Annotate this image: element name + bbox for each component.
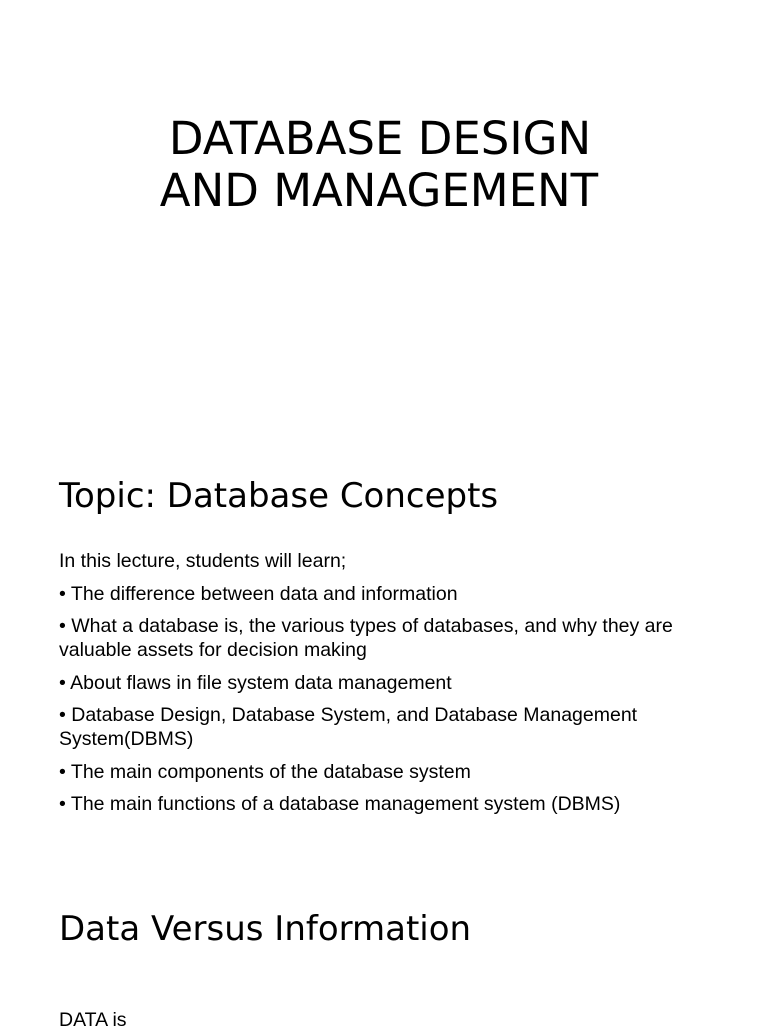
list-item-text: The difference between data and information: [70, 582, 458, 605]
list-item-text: The main components of the database system: [70, 760, 471, 783]
bullet-icon: •: [59, 760, 66, 783]
title-line-2: AND MANAGEMENT: [159, 164, 599, 217]
lecture-objectives-list: [59, 549, 719, 825]
list-item: [59, 760, 719, 784]
list-item-text: Database Design, Database System, and Database Management System(DBMS): [59, 704, 638, 750]
bullet-icon: •: [59, 582, 66, 605]
topic-heading: Topic: Database Concepts: [59, 476, 499, 516]
list-item: [59, 582, 719, 606]
list-item: [59, 703, 719, 751]
list-item: [59, 792, 719, 816]
list-item: [59, 671, 719, 695]
list-item-text: What a database is, the various types of databases, and why they are valuable assets for decision making: [59, 615, 673, 661]
data-definition-start: DATA is: [59, 1009, 127, 1031]
lecture-intro: In this lecture, students will learn;: [59, 550, 347, 572]
bullet-icon: •: [59, 671, 66, 694]
bullet-icon: •: [59, 615, 66, 637]
list-item-text: The main functions of a database management system (DBMS): [70, 793, 621, 815]
list-item-text: About flaws in file system data management: [70, 671, 452, 694]
title-line-1: DATABASE DESIGN: [168, 112, 592, 165]
bullet-icon: •: [59, 704, 66, 726]
bullet-icon: •: [59, 793, 66, 815]
list-item: [59, 614, 719, 662]
slide-title: [0, 113, 768, 217]
data-vs-information-heading: Data Versus Information: [59, 909, 472, 949]
